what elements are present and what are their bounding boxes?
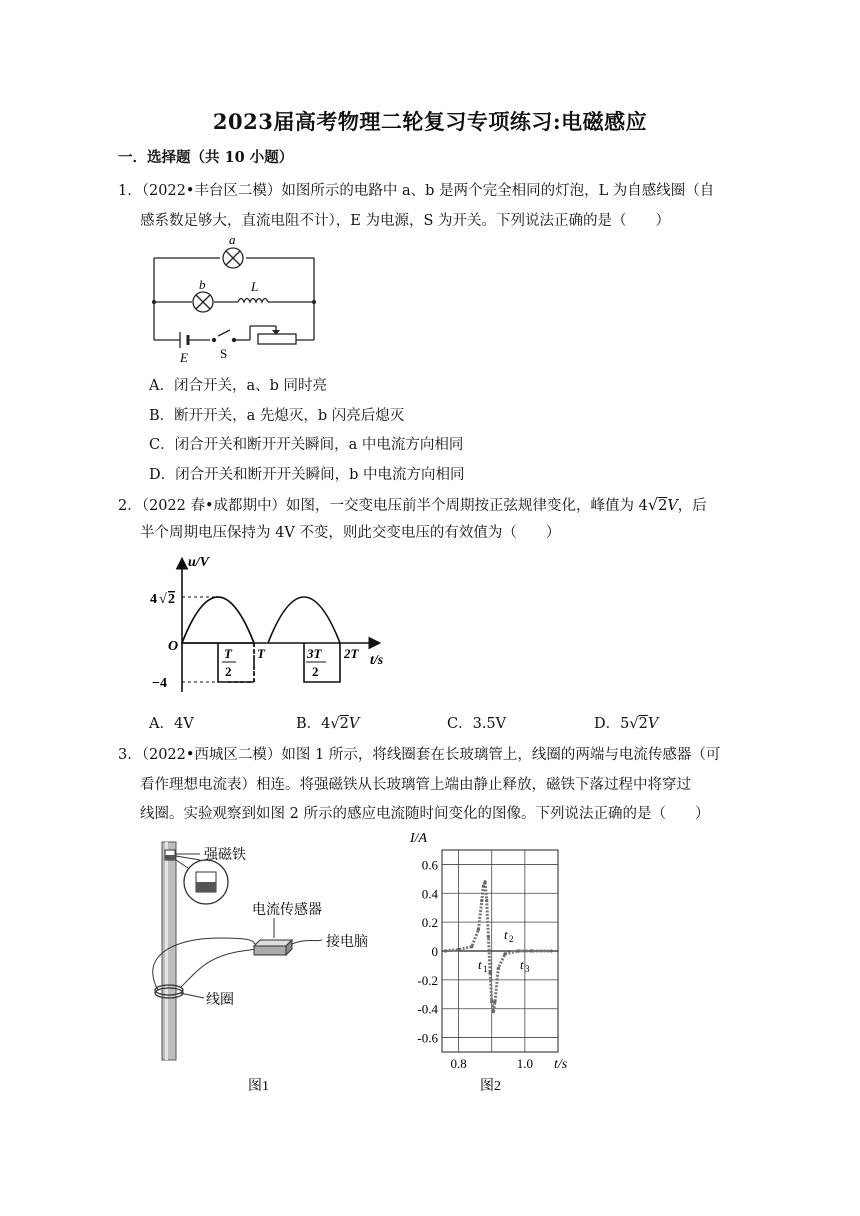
tick-two-t: 2T: [344, 646, 359, 661]
svg-text:3: 3: [525, 964, 530, 974]
source-label: E: [180, 350, 188, 364]
q1-circuit-diagram: [150, 234, 322, 364]
svg-text:t: t: [520, 957, 524, 972]
lamp-b-label: b: [199, 277, 206, 292]
current-series-points: [444, 880, 553, 1013]
lamp-a-symbol: [223, 248, 243, 268]
chart-y-tick-label: 0.6: [421, 857, 438, 873]
svg-text:t: t: [504, 927, 508, 942]
figure-2-caption: 图2: [480, 1079, 501, 1094]
origin-label: O: [168, 639, 179, 654]
svg-text:2: 2: [225, 664, 232, 679]
q2-option-d-radicand: 2: [638, 716, 648, 732]
chart-data-point: [530, 949, 533, 952]
peak-sqrt-symbol: √: [159, 592, 167, 607]
q1-option-d[interactable]: D．闭合开关和断开开关瞬间，b 中电流方向相同: [149, 467, 465, 483]
switch-contact: [212, 338, 216, 342]
sqrt-symbol: √: [330, 716, 340, 732]
peak-coef: 4: [150, 592, 157, 607]
lamp-a-label: a: [229, 234, 236, 247]
svg-text:1: 1: [483, 964, 488, 974]
chart-data-point: [480, 899, 483, 902]
tick-t-three-half: [306, 646, 326, 679]
chart-data-point: [482, 884, 485, 887]
sqrt-symbol: √: [647, 495, 659, 514]
q2-unit: V: [667, 498, 678, 514]
q2-line-2: 半个周期电压保持为 4V 不变，则此交变电压的有效值为（ ）: [140, 525, 561, 541]
chart-data-point: [477, 928, 480, 931]
chart-data-point: [503, 952, 506, 955]
tick-t: T: [257, 646, 265, 661]
q1-option-c[interactable]: C．闭合开关和断开开关瞬间，a 中电流方向相同: [149, 437, 464, 453]
battery-symbol: [180, 332, 188, 348]
q1-line-1: 1．（2022•丰台区二模）如图所示的电路中 a、b 是两个完全相同的灯泡，L 为自感线圈（自: [118, 183, 715, 199]
svg-text:3T: 3T: [307, 646, 322, 661]
q2-option-d[interactable]: [594, 712, 658, 733]
peak-radicand: 2: [168, 592, 175, 607]
q2-option-b-coef: B．4: [296, 716, 331, 732]
q3-line-2: 看作理想电流表）相连。将强磁铁从长玻璃管上端由静止释放，磁铁下落过程中将穿过: [140, 777, 691, 793]
q2-option-a[interactable]: A．4V: [149, 716, 194, 732]
q2-sqrt-radicand: 2: [658, 498, 668, 514]
section-heading: 一．选择题（共 10 小题）: [118, 149, 294, 166]
chart-data-point: [497, 967, 500, 970]
figure-1-caption: 图1: [248, 1079, 269, 1094]
q2-option-d-coef: D．5: [594, 716, 630, 732]
chart-y-tick-label: 0.4: [421, 886, 438, 902]
tick-t-half: [222, 646, 236, 679]
q2-option-b-unit: V: [348, 716, 360, 732]
q3-line-1: 3．（2022•西城区二模）如图 1 所示，将线圈套在长玻璃管上，线圈的两端与电流传感器（可: [118, 747, 721, 763]
q1-line-2: 感系数足够大，直流电阻不计），E 为电源，S 为开关。下列说法正确的是（ ）: [140, 213, 670, 229]
chart-data-point: [457, 948, 460, 951]
t1-annotation: [478, 957, 488, 974]
chart-x-tick-label: 0.8: [450, 1056, 467, 1071]
chart-data-point: [490, 1000, 493, 1003]
chart-y-tick-label: -0.2: [417, 972, 438, 988]
junction-dot: [152, 300, 156, 304]
chart-y-tick-label: 0.2: [421, 915, 438, 931]
junction-dot: [312, 300, 316, 304]
x-axis-label: t/s: [370, 653, 384, 668]
chart-data-point: [485, 899, 488, 902]
current-series-line: [445, 882, 551, 1012]
neg-tick-label: −4: [152, 676, 167, 691]
switch-label: S: [220, 346, 228, 361]
q2-option-b[interactable]: [296, 712, 359, 733]
chart-x-axis-label: t/s: [554, 1057, 568, 1072]
q2-option-d-unit: V: [647, 716, 659, 732]
chart-data-point: [550, 949, 553, 952]
chart-data-point: [493, 1000, 496, 1003]
chart-y-tick-label: -0.6: [417, 1030, 438, 1046]
t2-annotation: [504, 927, 514, 944]
magnet-label: 强磁铁: [204, 848, 246, 863]
q2-line-1-tail: ，后: [677, 498, 707, 514]
chart-data-point: [517, 949, 520, 952]
sqrt-symbol: √: [629, 716, 639, 732]
sensor-label: 电流传感器: [252, 903, 322, 918]
switch-contact: [232, 338, 236, 342]
current-sensor: [254, 940, 292, 955]
page-title: 2023届高考物理二轮复习专项练习:电磁感应: [212, 109, 648, 134]
y-axis-label: u/V: [188, 555, 210, 570]
q2-option-c[interactable]: C．3.5V: [447, 716, 507, 732]
computer-label: 接电脑: [326, 935, 368, 950]
coil-label: 线圈: [206, 993, 234, 1008]
chart-data-point: [444, 949, 447, 952]
chart-data-point: [487, 935, 490, 938]
q3-figure-2-chart: [398, 826, 588, 1098]
chart-data-point: [488, 971, 491, 974]
q1-option-b[interactable]: B．断开开关，a 先熄灭，b 闪亮后熄灭: [149, 408, 405, 424]
chart-tick-labels: [417, 857, 533, 1071]
chart-x-tick-label: 1.0: [516, 1056, 533, 1071]
q1-option-a[interactable]: A．闭合开关，a、b 同时亮: [149, 378, 328, 394]
q3-line-3: 线圈。实验观察到如图 2 所示的感应电流随时间变化的图像。下列说法正确的是（ ）: [140, 806, 710, 822]
svg-text:2: 2: [312, 664, 319, 679]
q2-voltage-graph: [146, 552, 394, 702]
svg-text:T: T: [224, 646, 232, 661]
coil-label: L: [251, 279, 259, 294]
svg-text:2: 2: [509, 934, 514, 944]
chart-y-tick-label: 0: [431, 944, 438, 959]
q2-option-b-radicand: 2: [339, 716, 349, 732]
lamp-b-symbol: [193, 292, 213, 312]
chart-data-point: [483, 880, 486, 883]
q2-line-1-text: 2．（2022 春•成都期中）如图，一交变电压前半个周期按正弦规律变化，峰值为 4: [118, 498, 648, 514]
chart-data-point: [470, 945, 473, 948]
chart-y-tick-label: -0.4: [417, 1001, 438, 1017]
q2-line-1: [118, 490, 707, 521]
q3-figure-1: [140, 838, 400, 1102]
chart-data-point: [492, 1010, 495, 1013]
chart-y-axis-label: I/A: [410, 831, 428, 846]
svg-text:t: t: [478, 957, 482, 972]
